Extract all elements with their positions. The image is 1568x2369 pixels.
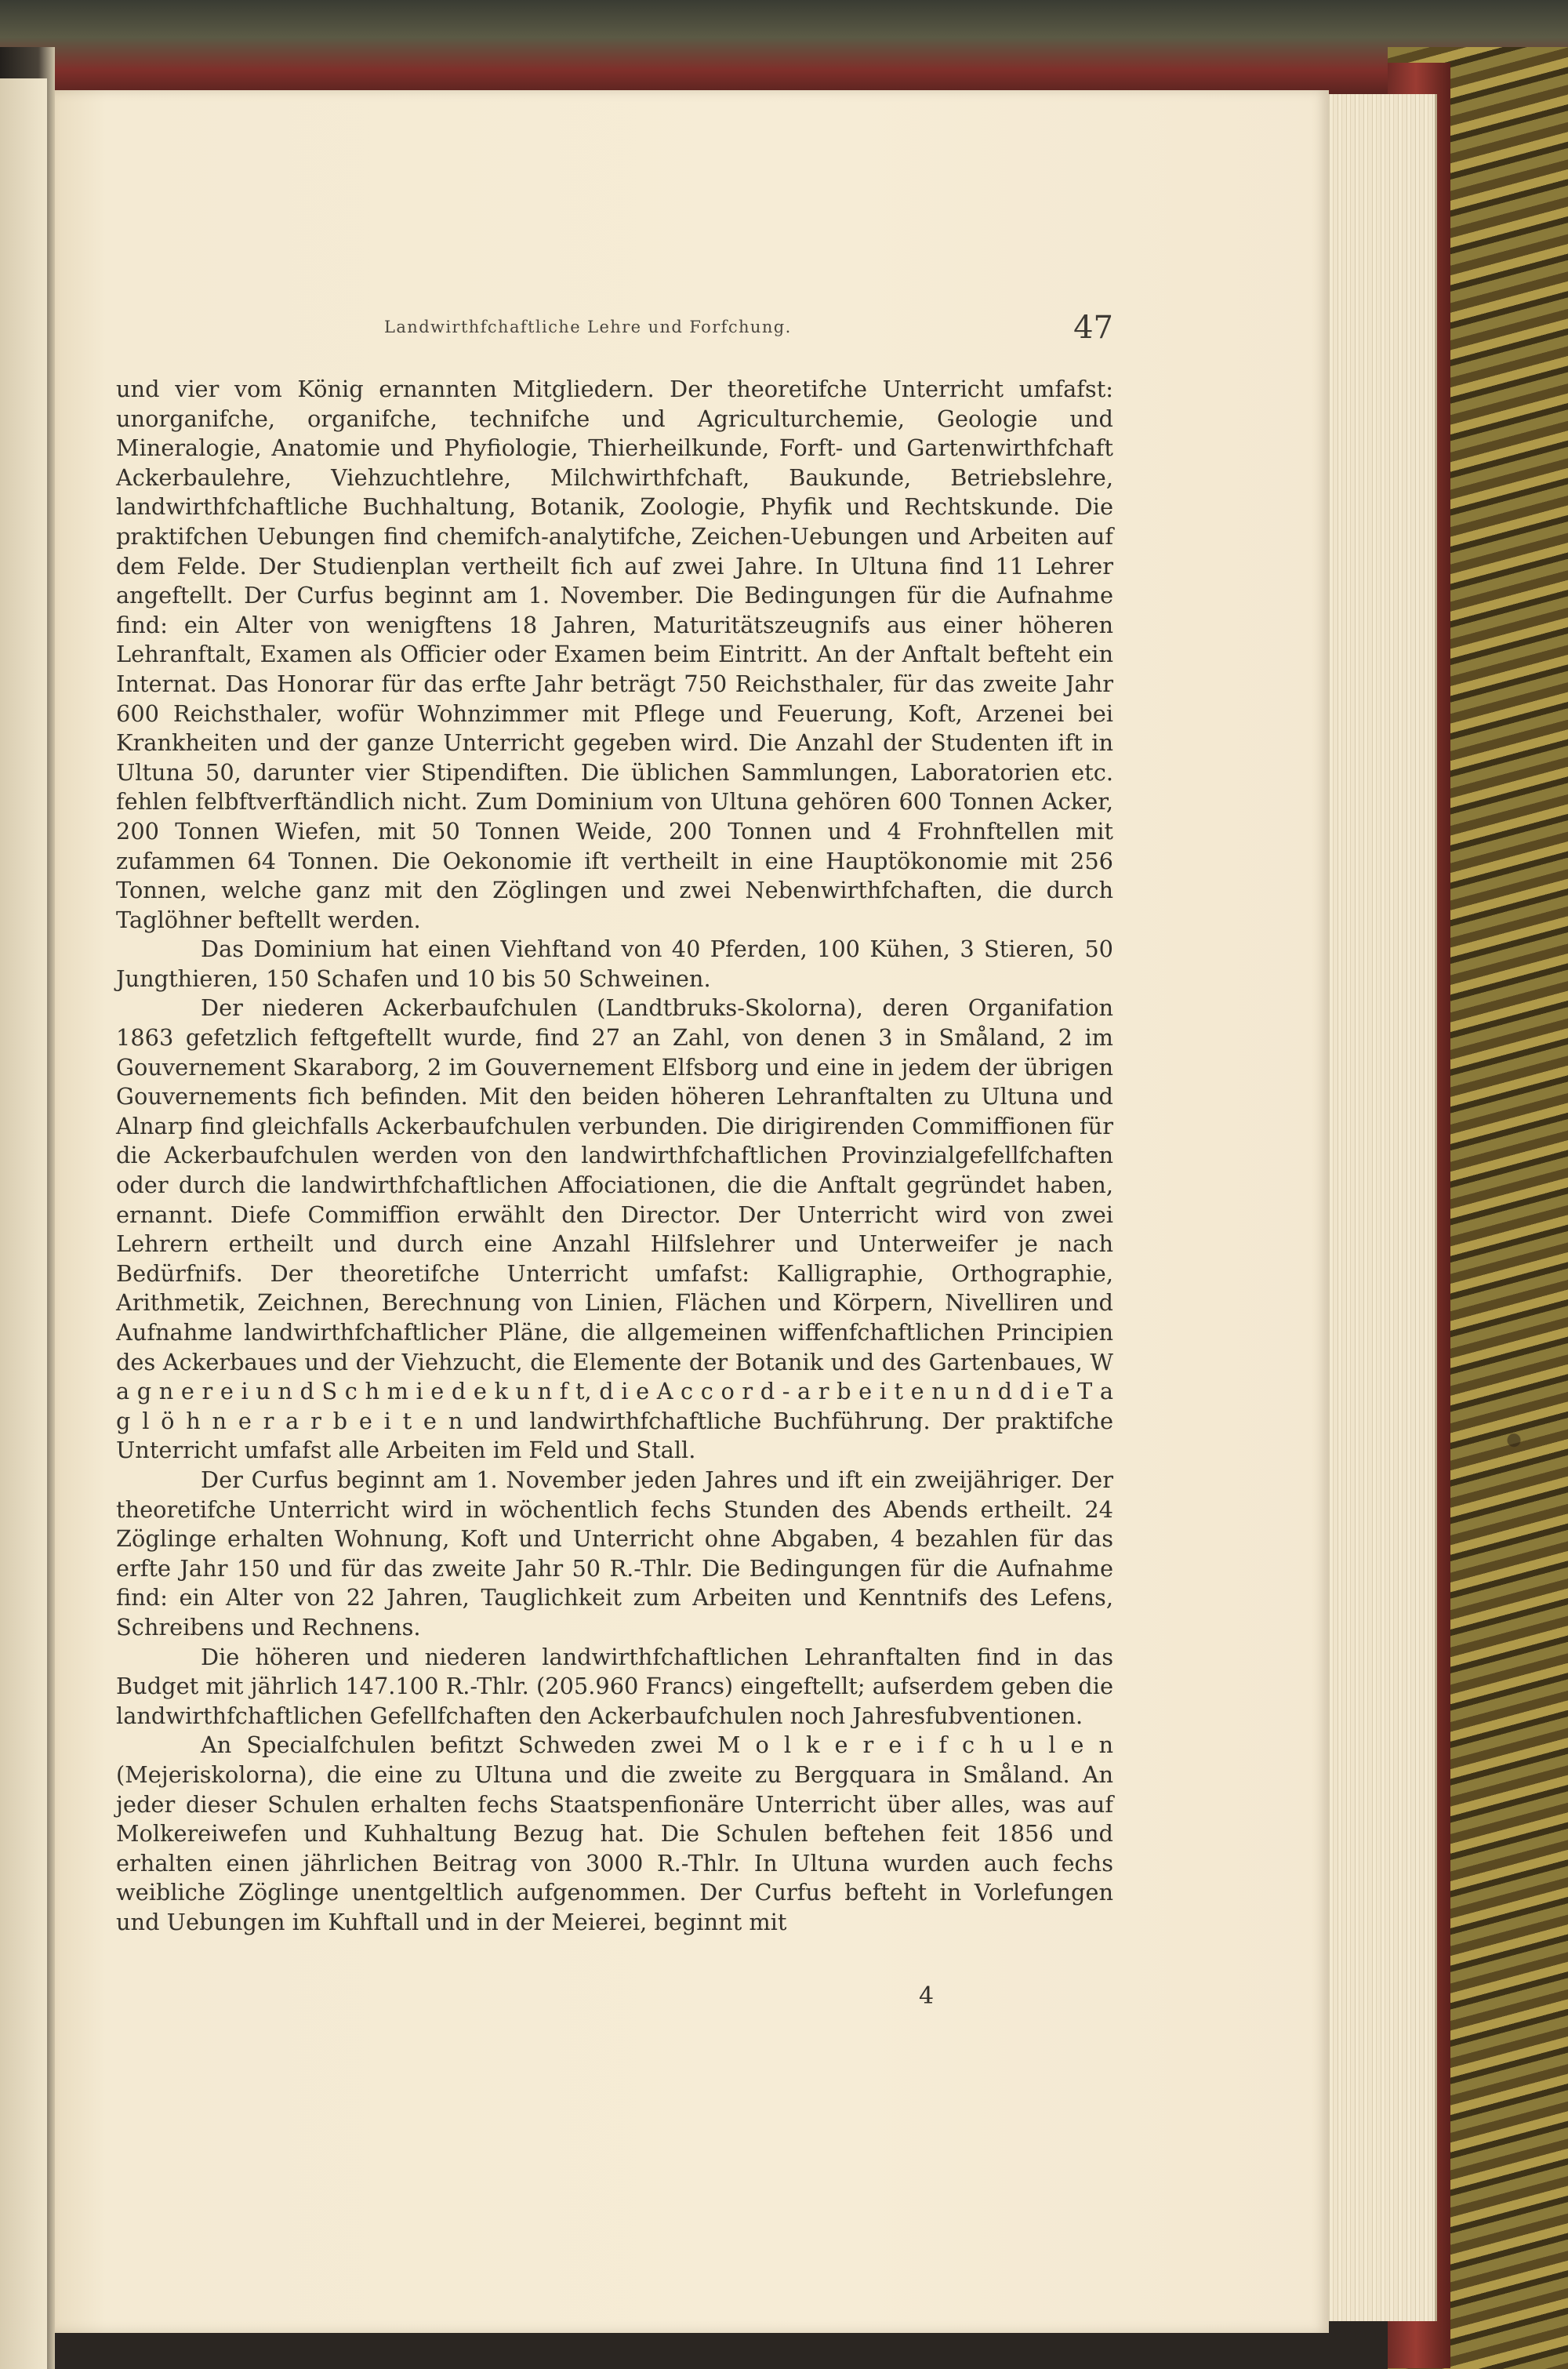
running-header (384, 310, 1113, 357)
paragraph-5: Die höheren und niederen landwirthfchaftlichen Lehranftalten find in das Budget mit jährlich 147.100 R.-Thlr. (205.960 Francs) eingeftellt; aufserdem geben die landwirthfchaftlichen Gefellfchaften den Ackerbaufchulen noch Jahresfubventionen. (116, 1643, 1113, 1729)
paragraph-2: Das Dominium hat einen Viehftand von 40 Pferden, 100 Kühen, 3 Stieren, 50 Jungthieren, 150 Schafen und 10 bis 50 Schweinen. (116, 936, 1113, 992)
book-binding-top (0, 0, 1568, 94)
paragraph-3: Der niederen Ackerbaufchulen (Landtbruks-Skolorna), deren Organifation 1863 gefetzlich feftgeftellt wurde, find 27 an Zahl, von denen 3 in Småland, 2 im Gouvernement Skaraborg, 2 im Gouvernement Elfsborg und eine in jedem der übrigen Gouvernements fich befinden. Mit den beiden höheren Lehranftalten zu Ultuna und Alnarp find gleichfalls Ackerbaufchulen verbunden. Die dirigirenden Commiffionen für die Ackerbaufchulen werden von den landwirthfchaftlichen Provinzialgefellfchaften oder durch die landwirthfchaftlichen Affociationen, die die Anftalt gegründet haben, ernannt. Diefe Commiffion erwählt den Director. Der Unterricht wird von zwei Lehrern ertheilt und durch eine Anzahl Hilfslehrer und Unterweifer je nach Bedürfnifs. Der theoretifche Unterricht umfafst: Kalligraphie, Orthographie, Arithmetik, Zeichnen, Berechnung von Linien, Flächen und Körpern, Nivelliren und Aufnahme landwirthfchaftlicher Pläne, die allgemeinen wiffenfchaftlichen Principien des Ackerbaues und der Viehzucht, die Elemente der Botanik und des Gartenbaues, W a g n e r e i u n d S c h m i e d e k u n f t, d i e A c c o r d - a r b e i t e n u n d d i e T a g l ö h n e r a r b e i t e n und landwirthfchaftliche Buchführung. Der praktifche Unterricht umfafst alle Arbeiten im Feld und Stall. (116, 994, 1113, 1464)
paragraph-1: und vier vom König ernannten Mitgliedern. Der theoretifche Unterricht umfafst: unorganifche, organifche, technifche und Agriculturchemie, Geologie und Mineralogie, Anatomie und Phyfiologie, Thierheilkunde, Forft- und Gartenwirthfchaft Ackerbaulehre, Viehzuchtlehre, Milchwirthfchaft, Baukunde, Betriebslehre, landwirthfchaftliche Buchhaltung, Botanik, Zoologie, Phyfik und Rechtskunde. Die praktifchen Uebungen find chemifch-analytifche, Zeichen-Uebungen und Arbeiten auf dem Felde. Der Studienplan vertheilt fich auf zwei Jahre. In Ultuna find 11 Lehrer angeftellt. Der Curfus beginnt am 1. November. Die Bedingungen für die Aufnahme find: ein Alter von wenigftens 18 Jahren, Maturitätszeugnifs aus einer höheren Lehranftalt, Examen als Officier oder Examen beim Eintritt. An der Anftalt befteht ein Internat. Das Honorar für das erfte Jahr beträgt 750 Reichsthaler, für das zweite Jahr 600 Reichsthaler, wofür Wohnzimmer mit Pflege und Feuerung, Koft, Arzenei bei Krankheiten und der ganze Unterricht gegeben wird. Die Anzahl der Studenten ift in Ultuna 50, darunter vier Stipendiften. Die üblichen Sammlungen, Laboratorien etc. fehlen felbftverftändlich nicht. Zum Dominium von Ultuna gehören 600 Tonnen Acker, 200 Tonnen Wiefen, mit 50 Tonnen Weide, 200 Tonnen und 4 Frohnftellen mit zufammen 64 Tonnen. Die Oekonomie ift vertheilt in eine Hauptökonomie mit 256 Tonnen, welche ganz mit den Zöglingen und zwei Nebenwirthfchaften, die durch Taglöhner beftellt werden. (116, 376, 1113, 933)
left-page-edge (0, 78, 47, 2369)
body-text (116, 375, 1113, 1937)
running-title: Landwirthfchaftliche Lehre und Forfchung. (384, 318, 792, 336)
signature-mark: 4 (919, 1982, 935, 2010)
page-stack-edges (1325, 94, 1437, 2321)
paragraph-4: Der Curfus beginnt am 1. November jeden Jahres und ift ein zweijähriger. Der theoretifche Unterricht wird in wöchentlich fechs Stunden des Abends ertheilt. 24 Zöglinge erhalten Wohnung, Koft und Unterricht ohne Abgaben, 4 bezahlen für das erfte Jahr 150 und für das zweite Jahr 50 R.-Thlr. Die Bedingungen für die Aufnahme find: ein Alter von 22 Jahren, Tauglichkeit zum Arbeiten und Kenntnifs des Lefens, Schreibens und Rechnens. (116, 1466, 1113, 1640)
page-number: 47 (1073, 310, 1113, 346)
paragraph-6: An Specialfchulen befitzt Schweden zwei M o l k e r e i f c h u l e n (Mejeriskolorna), die eine zu Ultuna und die zweite zu Bergquara in Småland. An jeder dieser Schulen erhalten fechs Staatspenfionäre Unterricht über alles, was auf Molkereiwefen und Kuhhaltung Bezug hat. Die Schulen beftehen feit 1856 und erhalten einen jährlichen Beitrag von 3000 R.-Thlr. In Ultuna wurden auch fechs weibliche Zöglinge unentgeltlich aufgenommen. Der Curfus befteht in Vorlefungen und Uebungen im Kuhftall und in der Meierei, beginnt mit (116, 1731, 1113, 1935)
